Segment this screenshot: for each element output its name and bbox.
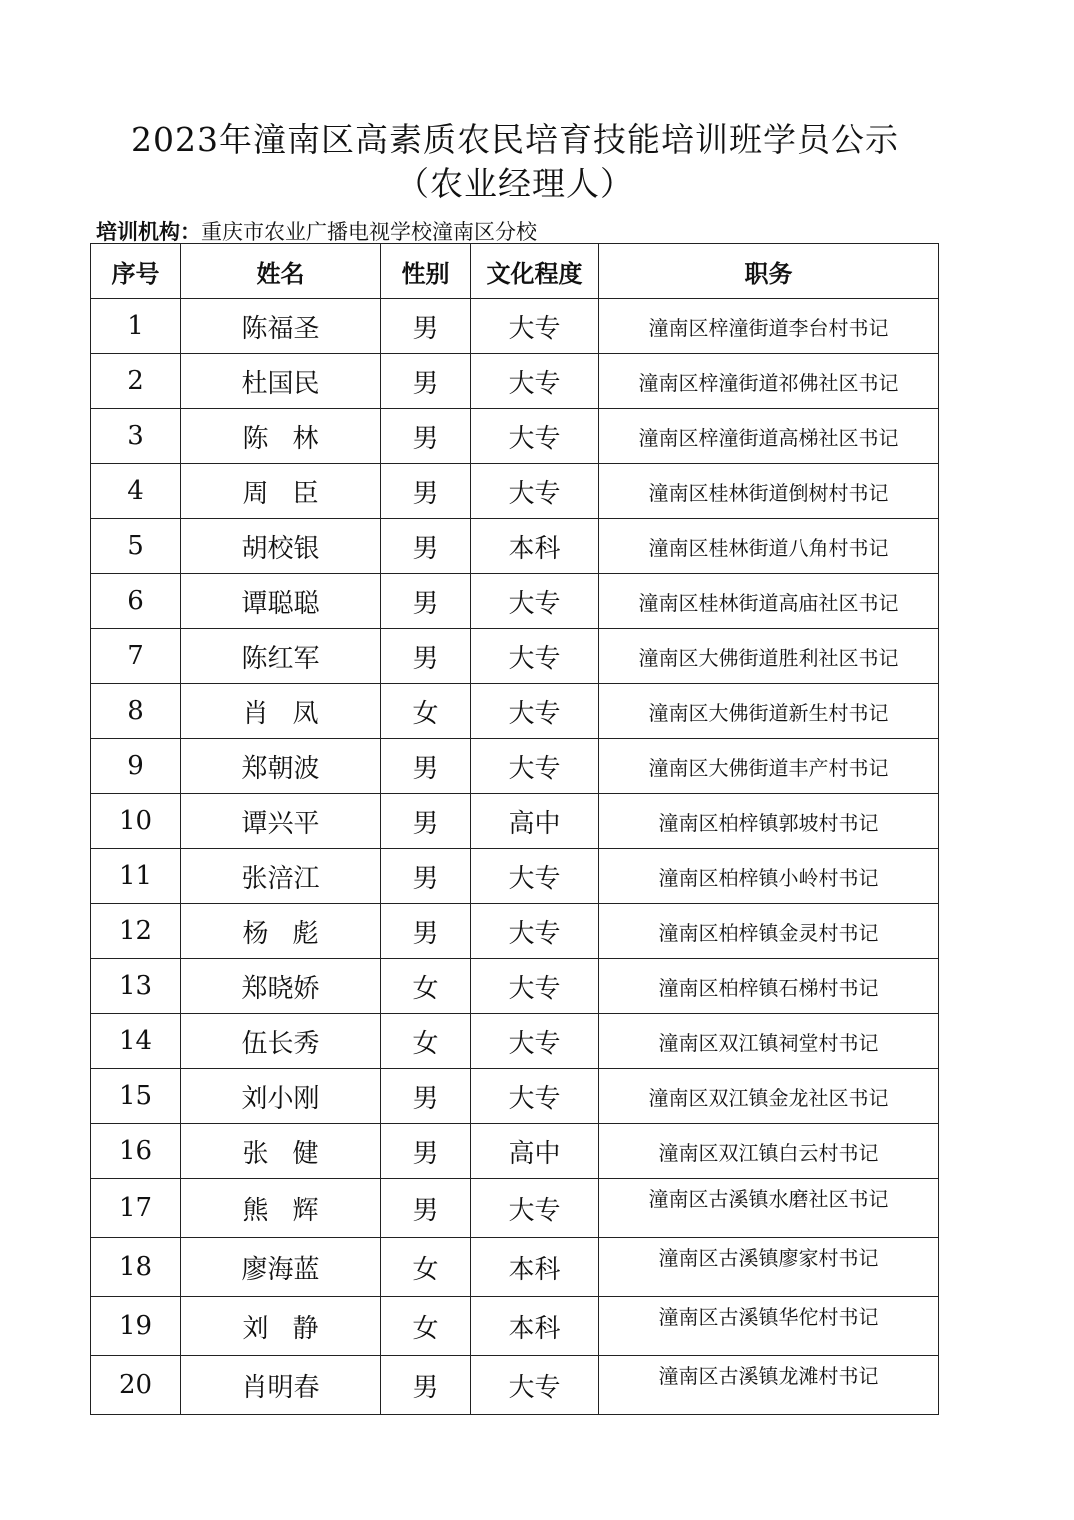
cell-number: 5 xyxy=(91,519,181,574)
cell-name: 郑晓娇 xyxy=(181,959,381,1014)
cell-name: 肖明春 xyxy=(181,1356,381,1415)
table-row xyxy=(91,959,939,1014)
cell-education: 大专 xyxy=(471,1356,599,1415)
cell-name: 胡校银 xyxy=(181,519,381,574)
cell-sex: 女 xyxy=(381,1238,471,1297)
cell-sex: 男 xyxy=(381,904,471,959)
cell-name: 陈福圣 xyxy=(181,299,381,354)
cell-name: 伍长秀 xyxy=(181,1014,381,1069)
cell-name: 杨彪 xyxy=(181,904,381,959)
cell-education: 大专 xyxy=(471,684,599,739)
cell-name: 杜国民 xyxy=(181,354,381,409)
document-title: 2023年潼南区高素质农民培育技能培训班学员公示 xyxy=(131,120,899,159)
cell-education: 大专 xyxy=(471,409,599,464)
cell-education: 高中 xyxy=(471,794,599,849)
training-organization xyxy=(96,216,537,246)
cell-number: 14 xyxy=(91,1014,181,1069)
table-row xyxy=(91,519,939,574)
cell-number: 1 xyxy=(91,299,181,354)
cell-number: 17 xyxy=(91,1179,181,1238)
cell-education: 大专 xyxy=(471,849,599,904)
org-label: 培训机构： xyxy=(96,219,201,244)
table-row xyxy=(91,1356,939,1415)
cell-education: 本科 xyxy=(471,1297,599,1356)
cell-position: 潼南区桂林街道倒树村书记 xyxy=(599,464,939,519)
cell-name: 陈红军 xyxy=(181,629,381,684)
cell-education: 大专 xyxy=(471,959,599,1014)
cell-education: 本科 xyxy=(471,519,599,574)
cell-sex: 男 xyxy=(381,1179,471,1238)
cell-position: 潼南区双江镇白云村书记 xyxy=(599,1124,939,1179)
cell-education: 大专 xyxy=(471,629,599,684)
cell-sex: 男 xyxy=(381,1069,471,1124)
cell-education: 大专 xyxy=(471,574,599,629)
cell-number: 10 xyxy=(91,794,181,849)
table-row xyxy=(91,739,939,794)
table-row xyxy=(91,794,939,849)
cell-education: 大专 xyxy=(471,464,599,519)
document-subtitle: （农业经理人） xyxy=(396,164,634,203)
header-name: 姓名 xyxy=(181,244,381,299)
cell-number: 16 xyxy=(91,1124,181,1179)
org-name: 重庆市农业广播电视学校潼南区分校 xyxy=(201,220,537,244)
cell-sex: 男 xyxy=(381,1124,471,1179)
cell-sex: 男 xyxy=(381,519,471,574)
cell-number: 11 xyxy=(91,849,181,904)
table-row xyxy=(91,684,939,739)
cell-position: 潼南区双江镇金龙社区书记 xyxy=(599,1069,939,1124)
cell-education: 大专 xyxy=(471,354,599,409)
table-row xyxy=(91,409,939,464)
cell-position: 潼南区古溪镇龙滩村书记 xyxy=(599,1356,939,1415)
cell-number: 7 xyxy=(91,629,181,684)
cell-sex: 男 xyxy=(381,354,471,409)
cell-position: 潼南区柏梓镇石梯村书记 xyxy=(599,959,939,1014)
cell-position: 潼南区梓潼街道高梯社区书记 xyxy=(599,409,939,464)
table-row xyxy=(91,1124,939,1179)
cell-number: 8 xyxy=(91,684,181,739)
cell-position: 潼南区古溪镇水磨社区书记 xyxy=(599,1179,939,1238)
cell-position: 潼南区桂林街道高庙社区书记 xyxy=(599,574,939,629)
cell-position: 潼南区双江镇祠堂村书记 xyxy=(599,1014,939,1069)
cell-number: 18 xyxy=(91,1238,181,1297)
cell-name: 熊辉 xyxy=(181,1179,381,1238)
cell-position: 潼南区大佛街道胜利社区书记 xyxy=(599,629,939,684)
cell-sex: 男 xyxy=(381,409,471,464)
cell-sex: 女 xyxy=(381,684,471,739)
cell-education: 大专 xyxy=(471,1069,599,1124)
cell-position: 潼南区柏梓镇小岭村书记 xyxy=(599,849,939,904)
cell-position: 潼南区梓潼街道祁佛社区书记 xyxy=(599,354,939,409)
cell-number: 2 xyxy=(91,354,181,409)
table-row xyxy=(91,904,939,959)
cell-name: 郑朝波 xyxy=(181,739,381,794)
cell-name: 张涪江 xyxy=(181,849,381,904)
cell-name: 谭聪聪 xyxy=(181,574,381,629)
cell-name: 廖海蓝 xyxy=(181,1238,381,1297)
cell-position: 潼南区古溪镇廖家村书记 xyxy=(599,1238,939,1297)
cell-position: 潼南区古溪镇华佗村书记 xyxy=(599,1297,939,1356)
cell-sex: 女 xyxy=(381,1014,471,1069)
cell-number: 3 xyxy=(91,409,181,464)
table-row xyxy=(91,1238,939,1297)
cell-education: 大专 xyxy=(471,1014,599,1069)
cell-education: 大专 xyxy=(471,739,599,794)
table-row xyxy=(91,464,939,519)
table-row xyxy=(91,849,939,904)
table-body xyxy=(91,299,939,1415)
cell-number: 4 xyxy=(91,464,181,519)
cell-position: 潼南区柏梓镇郭坡村书记 xyxy=(599,794,939,849)
table-header-row xyxy=(91,244,939,299)
table-row xyxy=(91,1014,939,1069)
cell-sex: 男 xyxy=(381,464,471,519)
cell-name: 陈林 xyxy=(181,409,381,464)
table-row xyxy=(91,1297,939,1356)
cell-education: 大专 xyxy=(471,299,599,354)
cell-education: 本科 xyxy=(471,1238,599,1297)
cell-name: 刘小刚 xyxy=(181,1069,381,1124)
cell-position: 潼南区桂林街道八角村书记 xyxy=(599,519,939,574)
cell-position: 潼南区梓潼街道李台村书记 xyxy=(599,299,939,354)
cell-name: 刘静 xyxy=(181,1297,381,1356)
header-education: 文化程度 xyxy=(471,244,599,299)
cell-sex: 男 xyxy=(381,299,471,354)
header-sex: 性别 xyxy=(381,244,471,299)
cell-number: 9 xyxy=(91,739,181,794)
cell-sex: 男 xyxy=(381,794,471,849)
cell-sex: 女 xyxy=(381,959,471,1014)
cell-education: 高中 xyxy=(471,1124,599,1179)
table-row xyxy=(91,629,939,684)
cell-sex: 男 xyxy=(381,1356,471,1415)
cell-sex: 女 xyxy=(381,1297,471,1356)
cell-sex: 男 xyxy=(381,849,471,904)
cell-sex: 男 xyxy=(381,629,471,684)
cell-number: 15 xyxy=(91,1069,181,1124)
cell-position: 潼南区大佛街道丰产村书记 xyxy=(599,739,939,794)
cell-number: 19 xyxy=(91,1297,181,1356)
cell-name: 谭兴平 xyxy=(181,794,381,849)
cell-education: 大专 xyxy=(471,1179,599,1238)
cell-sex: 男 xyxy=(381,574,471,629)
table-row xyxy=(91,354,939,409)
table-row xyxy=(91,299,939,354)
header-number: 序号 xyxy=(91,244,181,299)
cell-position: 潼南区大佛街道新生村书记 xyxy=(599,684,939,739)
cell-name: 张健 xyxy=(181,1124,381,1179)
cell-number: 13 xyxy=(91,959,181,1014)
table-row xyxy=(91,574,939,629)
student-roster-table xyxy=(90,243,939,1415)
cell-number: 6 xyxy=(91,574,181,629)
cell-number: 12 xyxy=(91,904,181,959)
cell-name: 肖凤 xyxy=(181,684,381,739)
table-row xyxy=(91,1179,939,1238)
header-position: 职务 xyxy=(599,244,939,299)
cell-education: 大专 xyxy=(471,904,599,959)
table-row xyxy=(91,1069,939,1124)
cell-name: 周臣 xyxy=(181,464,381,519)
cell-position: 潼南区柏梓镇金灵村书记 xyxy=(599,904,939,959)
cell-number: 20 xyxy=(91,1356,181,1415)
cell-sex: 男 xyxy=(381,739,471,794)
